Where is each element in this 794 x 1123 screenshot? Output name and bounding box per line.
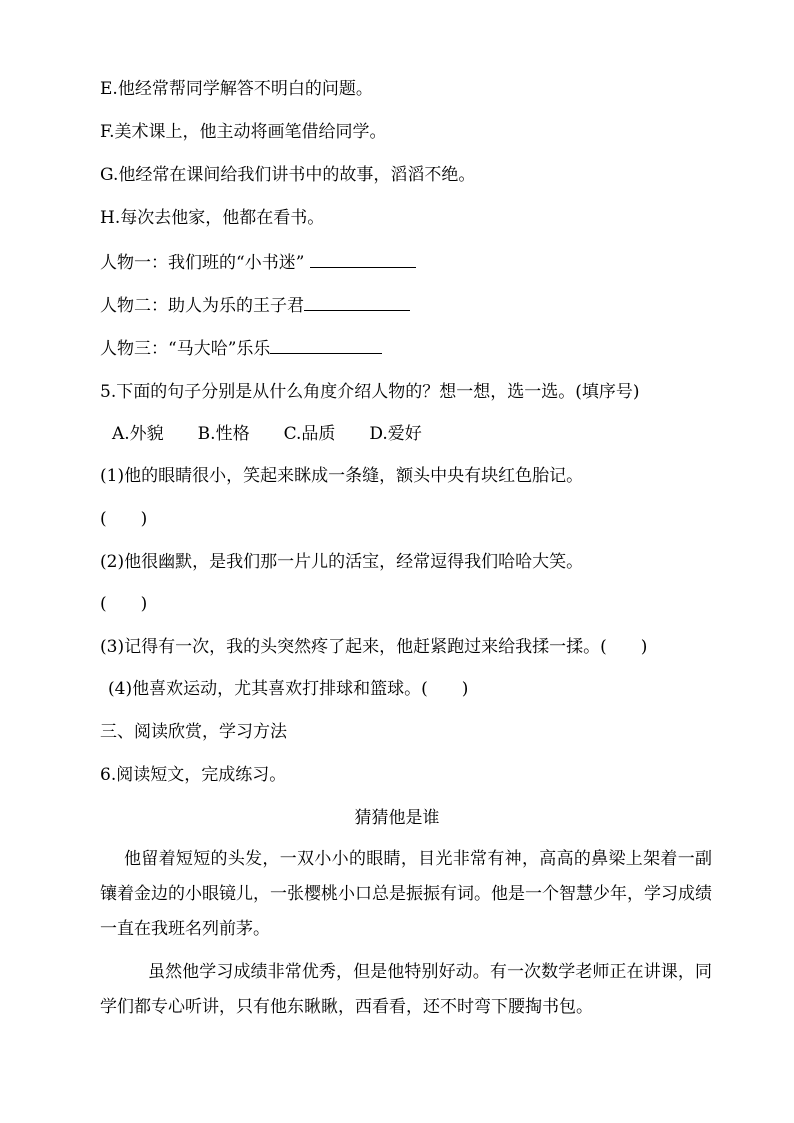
option-f: F.美术课上，他主动将画笔借给同学。 [100,122,387,142]
character-one-row [100,251,416,275]
character-three-label: 人物三：“马大哈”乐乐 [100,339,271,359]
answer-blank[interactable] [310,251,416,268]
item-3: (3)记得有一次，我的头突然疼了起来，他赶紧跑过来给我揉一揉。( ) [100,637,648,657]
passage-paragraph-2: 虽然他学习成绩非常优秀，但是他特别好动。有一次数学老师正在讲课，同学们都专心听讲，只有他东瞅瞅，西看看，还不时弯下腰掏书包。 [100,962,712,1017]
character-three-row [100,337,382,361]
option-h: H.每次去他家，他都在看书。 [100,208,325,228]
answer-blank[interactable] [304,294,410,311]
passage-paragraph-1: 他留着短短的头发，一双小小的眼睛，目光非常有神，高高的鼻梁上架着一副镶着金边的小眼镜儿，一张樱桃小口总是振振有词。他是一个智慧少年，学习成绩一直在我班名列前茅。 [100,849,712,939]
item-1-answer[interactable]: ( ) [100,509,148,529]
character-one-label: 人物一：我们班的“小书迷” [100,253,305,273]
item-2-answer[interactable]: ( ) [100,594,148,614]
character-two-row [100,294,410,318]
passage-title: 猜猜他是谁 [354,808,440,828]
question-6: 6.阅读短文，完成练习。 [100,765,287,785]
option-g: G.他经常在课间给我们讲书中的故事，滔滔不绝。 [100,165,476,185]
item-4: (4)他喜欢运动，尤其喜欢打排球和篮球。( ) [108,679,469,699]
item-2: (2)他很幽默，是我们那一片儿的活宝，经常逗得我们哈哈大笑。 [100,552,584,572]
answer-blank[interactable] [270,337,382,354]
character-two-label: 人物二：助人为乐的王子君 [100,296,304,316]
option-e: E.他经常帮同学解答不明白的问题。 [100,79,373,99]
choice-list: A.外貌 B.性格 C.品质 D.爱好 [112,424,422,444]
section-3-heading: 三、阅读欣赏，学习方法 [100,722,287,742]
question-5: 5.下面的句子分别是从什么角度介绍人物的？想一想，选一选。(填序号) [100,382,640,402]
item-1: (1)他的眼睛很小，笑起来眯成一条缝，额头中央有块红色胎记。 [100,466,584,486]
